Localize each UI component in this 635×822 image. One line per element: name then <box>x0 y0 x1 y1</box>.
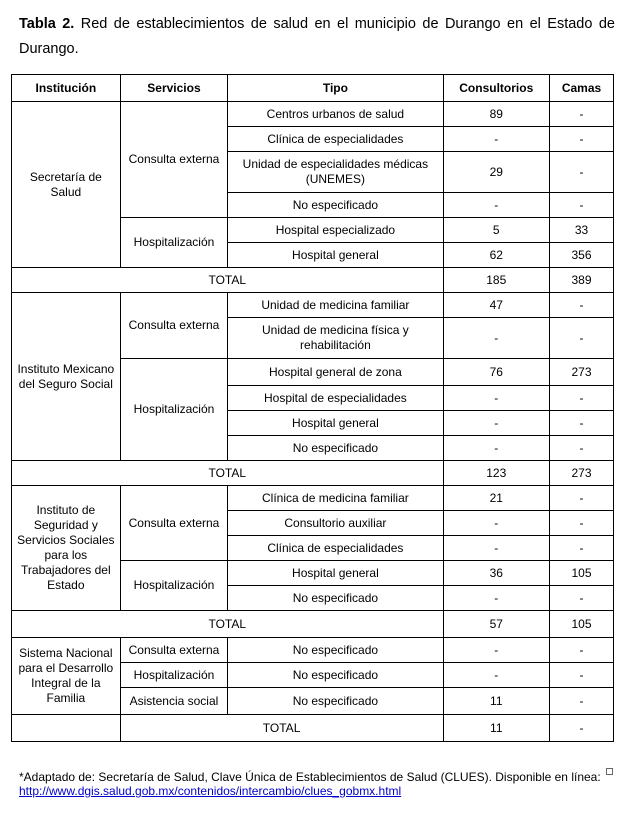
total-consultorios: 185 <box>443 268 550 293</box>
camas-cell: - <box>550 586 614 611</box>
service-cell: Hospitalización <box>120 561 228 611</box>
consultorios-cell: - <box>443 586 550 611</box>
table-row <box>12 102 614 127</box>
service-cell: Consulta externa <box>120 486 228 561</box>
footnote <box>19 768 624 798</box>
consultorios-cell: - <box>443 193 550 218</box>
camas-cell: 356 <box>550 243 614 268</box>
tipo-cell: Hospital general <box>228 243 443 268</box>
camas-cell: - <box>550 436 614 461</box>
consultorios-cell: - <box>443 386 550 411</box>
camas-cell: - <box>550 127 614 152</box>
total-consultorios: 123 <box>443 461 550 486</box>
consultorios-cell: 76 <box>443 359 550 386</box>
institution-cell: Sistema Nacional para el Desarrollo Integral de la Familia <box>12 638 121 715</box>
consultorios-cell: 47 <box>443 293 550 318</box>
consultorios-cell: 62 <box>443 243 550 268</box>
consultorios-cell: - <box>443 127 550 152</box>
empty-cell <box>12 715 121 742</box>
camas-cell: 105 <box>550 561 614 586</box>
consultorios-cell: 29 <box>443 152 550 193</box>
caption-label: Tabla 2. <box>19 16 75 32</box>
camas-cell: - <box>550 411 614 436</box>
service-cell: Consulta externa <box>120 102 228 218</box>
camas-cell: - <box>550 511 614 536</box>
tipo-cell: Hospital general <box>228 411 443 436</box>
tipo-cell: Hospital especializado <box>228 218 443 243</box>
tipo-cell: Clínica de especialidades <box>228 127 443 152</box>
consultorios-cell: - <box>443 511 550 536</box>
tipo-cell: No especificado <box>228 193 443 218</box>
tipo-cell: Clínica de medicina familiar <box>228 486 443 511</box>
table-row <box>12 486 614 511</box>
institution-cell: Secretaría de Salud <box>12 102 121 268</box>
camas-cell: - <box>550 193 614 218</box>
total-camas: - <box>550 715 614 742</box>
total-camas: 389 <box>550 268 614 293</box>
consultorios-cell: - <box>443 411 550 436</box>
tipo-cell: Unidad de medicina física y rehabilitación <box>228 318 443 359</box>
total-label: TOTAL <box>12 461 444 486</box>
tipo-cell: Consultorio auxiliar <box>228 511 443 536</box>
health-facilities-table <box>11 74 614 742</box>
total-row <box>12 268 614 293</box>
consultorios-cell: 5 <box>443 218 550 243</box>
tipo-cell: No especificado <box>228 638 443 663</box>
camas-cell: - <box>550 638 614 663</box>
camas-cell: - <box>550 486 614 511</box>
consultorios-cell: - <box>443 536 550 561</box>
total-label: TOTAL <box>12 611 444 638</box>
total-label: TOTAL <box>120 715 443 742</box>
tipo-cell: Centros urbanos de salud <box>228 102 443 127</box>
service-cell: Hospitalización <box>120 359 228 461</box>
tipo-cell: No especificado <box>228 688 443 715</box>
tipo-cell: Clínica de especialidades <box>228 536 443 561</box>
service-cell: Asistencia social <box>120 688 228 715</box>
header-servicios: Servicios <box>120 75 228 102</box>
service-cell: Hospitalización <box>120 218 228 268</box>
total-consultorios: 11 <box>443 715 550 742</box>
total-camas: 105 <box>550 611 614 638</box>
consultorios-cell: - <box>443 663 550 688</box>
source-link[interactable]: http://www.dgis.salud.gob.mx/contenidos/intercambio/clues_gobmx.html <box>19 784 402 798</box>
consultorios-cell: - <box>443 436 550 461</box>
camas-cell: 273 <box>550 359 614 386</box>
caption-text: Red de establecimientos de salud en el municipio de Durango en el Estado de Durango. <box>19 16 615 57</box>
header-consultorios: Consultorios <box>443 75 550 102</box>
consultorios-cell: 11 <box>443 688 550 715</box>
camas-cell: - <box>550 152 614 193</box>
consultorios-cell: 36 <box>443 561 550 586</box>
camas-cell: - <box>550 293 614 318</box>
camas-cell: - <box>550 663 614 688</box>
total-row <box>12 715 614 742</box>
header-tipo: Tipo <box>228 75 443 102</box>
total-camas: 273 <box>550 461 614 486</box>
tipo-cell: Unidad de medicina familiar <box>228 293 443 318</box>
institution-cell: Instituto Mexicano del Seguro Social <box>12 293 121 461</box>
header-row <box>12 75 614 102</box>
consultorios-cell: - <box>443 318 550 359</box>
table-row <box>12 638 614 663</box>
header-institucion: Institución <box>12 75 121 102</box>
table-row <box>12 293 614 318</box>
institution-cell: Instituto de Seguridad y Servicios Sociales para los Trabajadores del Estado <box>12 486 121 611</box>
tipo-cell: Unidad de especialidades médicas (UNEMES) <box>228 152 443 193</box>
square-mark-icon <box>606 768 613 775</box>
tipo-cell: No especificado <box>228 663 443 688</box>
consultorios-cell: 21 <box>443 486 550 511</box>
camas-cell: - <box>550 318 614 359</box>
footnote-text: *Adaptado de: Secretaría de Salud, Clave Única de Establecimientos de Salud (CLUES). Disponible en línea: <box>19 770 601 784</box>
tipo-cell: Hospital de especialidades <box>228 386 443 411</box>
camas-cell: - <box>550 688 614 715</box>
service-cell: Hospitalización <box>120 663 228 688</box>
tipo-cell: Hospital general de zona <box>228 359 443 386</box>
consultorios-cell: - <box>443 638 550 663</box>
camas-cell: - <box>550 386 614 411</box>
total-row <box>12 611 614 638</box>
camas-cell: - <box>550 102 614 127</box>
total-label: TOTAL <box>12 268 444 293</box>
header-camas: Camas <box>550 75 614 102</box>
total-consultorios: 57 <box>443 611 550 638</box>
service-cell: Consulta externa <box>120 293 228 359</box>
tipo-cell: No especificado <box>228 586 443 611</box>
table-caption <box>19 12 615 62</box>
tipo-cell: No especificado <box>228 436 443 461</box>
consultorios-cell: 89 <box>443 102 550 127</box>
camas-cell: - <box>550 536 614 561</box>
camas-cell: 33 <box>550 218 614 243</box>
tipo-cell: Hospital general <box>228 561 443 586</box>
total-row <box>12 461 614 486</box>
service-cell: Consulta externa <box>120 638 228 663</box>
